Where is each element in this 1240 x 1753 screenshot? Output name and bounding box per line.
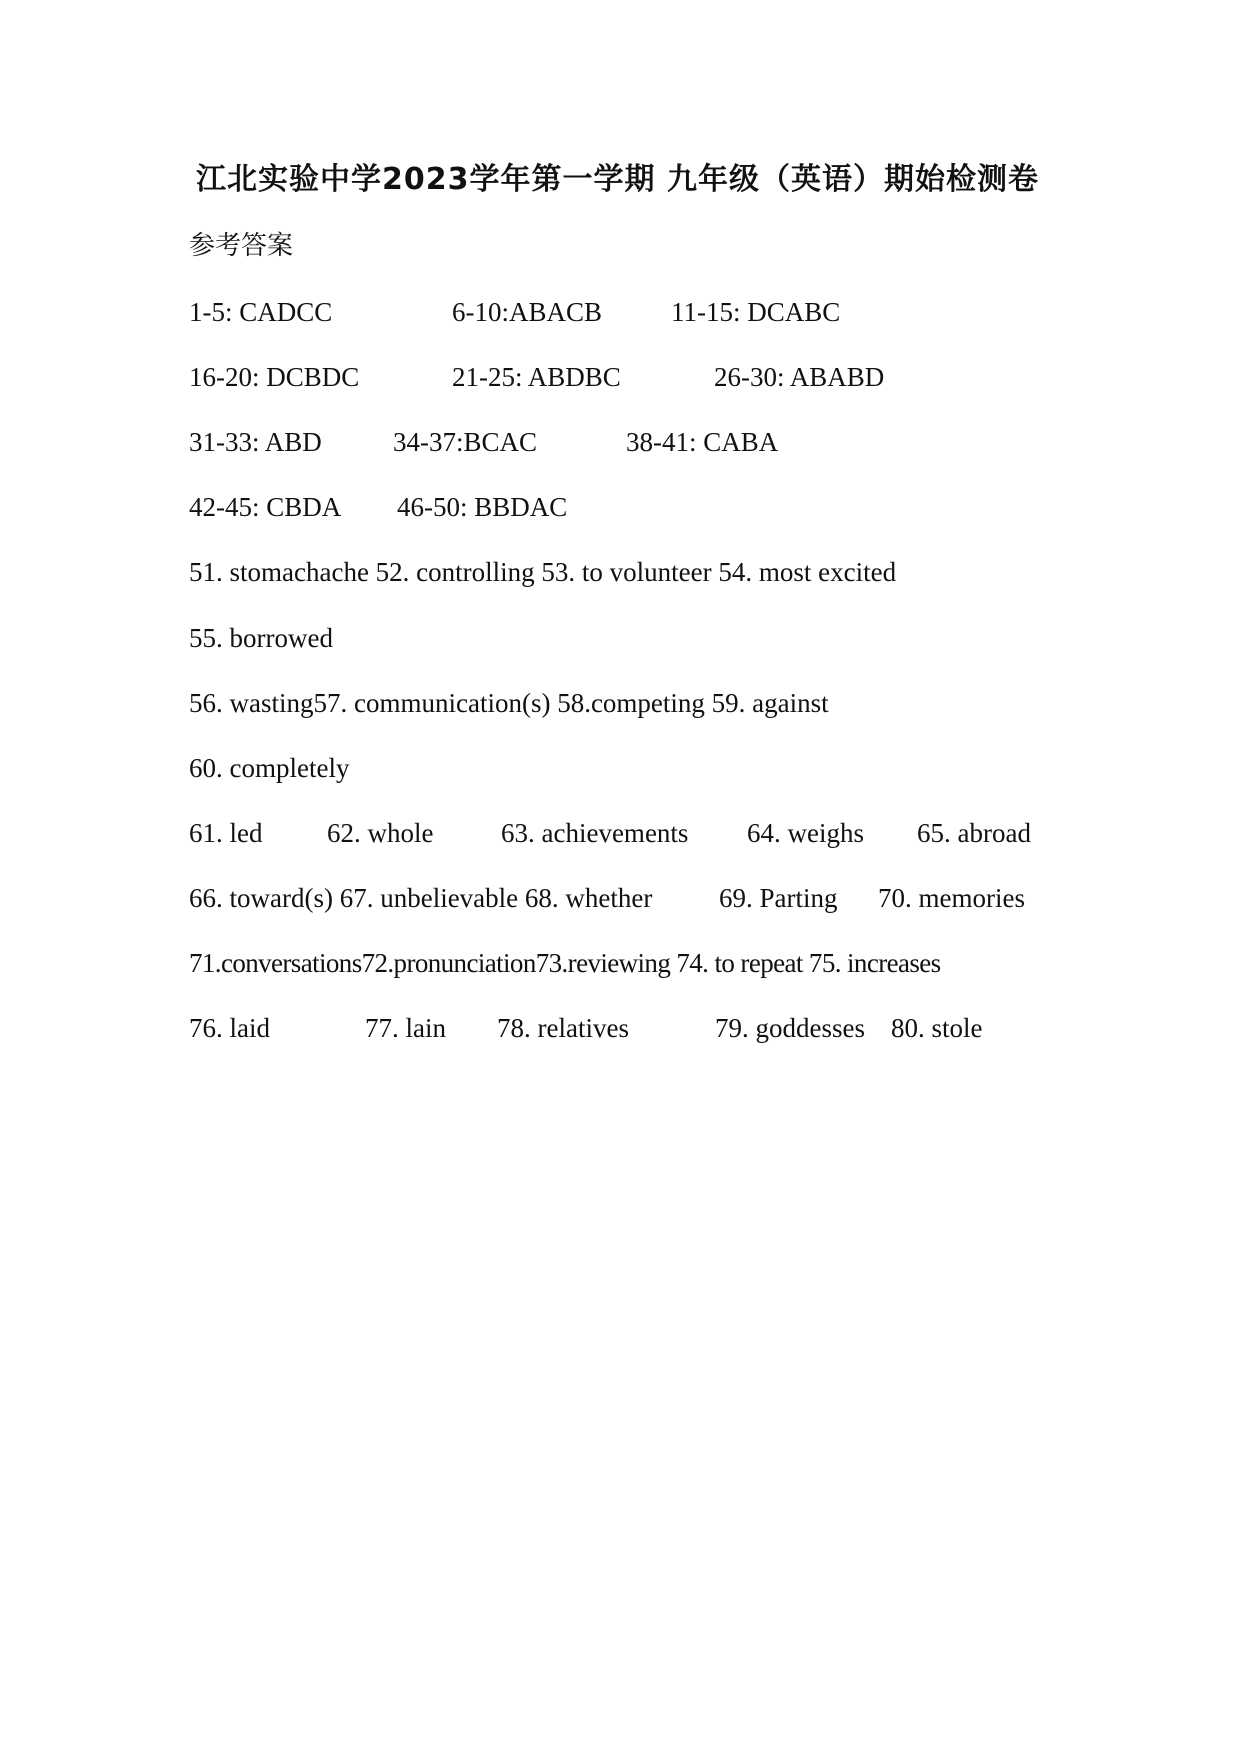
answer-group: 61. led — [189, 818, 263, 848]
answer-group: 66. toward(s) 67. unbelievable 68. whether — [189, 883, 653, 913]
answer-group: 16-20: DCBDC — [189, 362, 360, 392]
answer-group: 51. stomachache 52. controlling 53. to volunteer 54. most excited — [189, 557, 897, 587]
answer-group: 46-50: BBDAC — [397, 492, 568, 522]
answer-group: 42-45: CBDA — [189, 492, 342, 522]
answer-line-1-15 — [0, 292, 1240, 332]
answer-group: 26-30: ABABD — [714, 362, 885, 392]
page-subtitle: 参考答案 — [189, 231, 294, 261]
answer-group: 63. achievements — [501, 818, 689, 848]
answer-line-16-30 — [0, 357, 1240, 397]
answer-group: 55. borrowed — [189, 623, 333, 653]
answer-group: 11-15: DCABC — [671, 297, 841, 327]
answer-line-71-75 — [0, 943, 1240, 983]
answer-group: 31-33: ABD — [189, 427, 322, 457]
answer-line-31-41 — [0, 422, 1240, 462]
answer-group: 71.conversations72.pronunciation73.reviewing 74. to repeat 75. increases — [189, 948, 941, 978]
answer-line-76-80 — [0, 1008, 1240, 1048]
answer-group: 80. stole — [891, 1013, 983, 1043]
answer-line-61-65 — [0, 813, 1240, 853]
answer-group: 70. memories — [878, 883, 1025, 913]
page-title: 江北实验中学2023学年第一学期 九年级（英语）期始检测卷 — [196, 162, 1039, 197]
answer-group: 64. weighs — [747, 818, 864, 848]
answer-line-56-59 — [0, 683, 1240, 723]
answer-line-51-54 — [0, 552, 1240, 592]
answer-group: 56. wasting57. communication(s) 58.competing 59. against — [189, 688, 829, 718]
answer-group: 69. Parting — [719, 883, 838, 913]
answer-line-55 — [0, 618, 1240, 658]
answer-group: 6-10:ABACB — [452, 297, 603, 327]
answer-group: 78. relatives — [497, 1013, 629, 1043]
answer-group: 62. whole — [327, 818, 434, 848]
answer-group: 77. lain — [365, 1013, 446, 1043]
answer-group: 60. completely — [189, 753, 350, 783]
answer-group: 65. abroad — [917, 818, 1031, 848]
answer-line-42-50 — [0, 487, 1240, 527]
answer-group: 38-41: CABA — [626, 427, 779, 457]
answer-group: 76. laid — [189, 1013, 270, 1043]
answer-group: 34-37:BCAC — [393, 427, 538, 457]
answer-group: 21-25: ABDBC — [452, 362, 621, 392]
answer-line-60 — [0, 748, 1240, 788]
answer-group: 1-5: CADCC — [189, 297, 333, 327]
answer-group: 79. goddesses — [715, 1013, 865, 1043]
answer-line-66-70 — [0, 878, 1240, 918]
